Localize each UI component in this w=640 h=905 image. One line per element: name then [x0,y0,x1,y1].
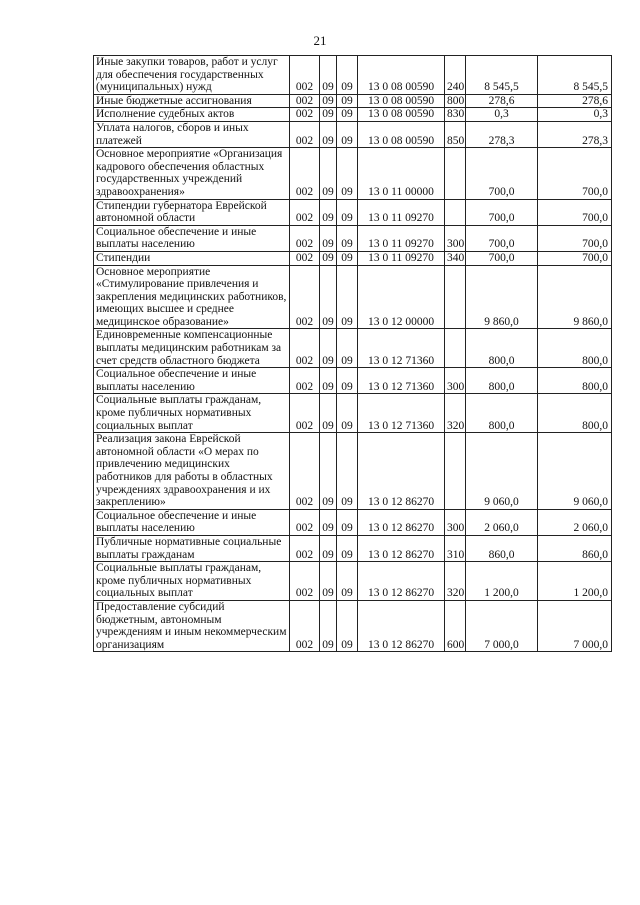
grbs-code: 002 [290,56,320,95]
expense-type-code: 300 [445,225,466,251]
row-name: Исполнение судебных актов [94,108,290,122]
row-name: Социальное обеспечение и иные выплаты населению [94,368,290,394]
amount-1: 800,0 [466,368,538,394]
grbs-code: 002 [290,433,320,510]
grbs-code: 002 [290,394,320,433]
table-row [94,108,612,122]
row-name: Единовременные компенсационные выплаты медицинским работникам за счет средств областного бюджета [94,329,290,368]
table-row [94,433,612,510]
grbs-code: 002 [290,600,320,651]
table-row [94,94,612,108]
target-article-code: 13 0 12 71360 [358,368,445,394]
target-article-code: 13 0 12 86270 [358,562,445,601]
expense-type-code [445,148,466,199]
table-row [94,251,612,265]
subsection-code: 09 [337,509,358,535]
expense-type-code: 300 [445,509,466,535]
target-article-code: 13 0 11 09270 [358,225,445,251]
subsection-code: 09 [337,94,358,108]
amount-2: 700,0 [538,148,612,199]
subsection-code: 09 [337,600,358,651]
expense-type-code [445,199,466,225]
grbs-code: 002 [290,148,320,199]
expense-type-code: 320 [445,394,466,433]
row-name: Социальные выплаты гражданам, кроме публичных нормативных социальных выплат [94,394,290,433]
subsection-code: 09 [337,265,358,329]
table-row [94,148,612,199]
section-code: 09 [320,394,337,433]
row-name: Социальное обеспечение и иные выплаты населению [94,225,290,251]
target-article-code: 13 0 11 09270 [358,251,445,265]
grbs-code: 002 [290,108,320,122]
table-row [94,535,612,561]
expense-type-code: 600 [445,600,466,651]
amount-2: 7 000,0 [538,600,612,651]
target-article-code: 13 0 12 71360 [358,394,445,433]
subsection-code: 09 [337,368,358,394]
row-name: Основное мероприятие «Стимулирование привлечения и закрепления медицинских работников, имеющих высшее и среднее медицинское образование» [94,265,290,329]
amount-1: 278,3 [466,121,538,147]
section-code: 09 [320,251,337,265]
expense-type-code [445,433,466,510]
table-row [94,199,612,225]
target-article-code: 13 0 08 00590 [358,94,445,108]
grbs-code: 002 [290,199,320,225]
grbs-code: 002 [290,121,320,147]
table-row [94,56,612,95]
row-name: Иные закупки товаров, работ и услуг для обеспечения государственных (муниципальных) нужд [94,56,290,95]
amount-2: 278,6 [538,94,612,108]
amount-2: 700,0 [538,251,612,265]
amount-1: 278,6 [466,94,538,108]
budget-table [93,55,612,652]
row-name: Реализация закона Еврейской автономной области «О мерах по привлечению медицинских работников для работы в областных учреждениях здравоохранения и их закреплению» [94,433,290,510]
table-row [94,121,612,147]
row-name: Основное мероприятие «Организация кадрового обеспечения областных государственных учреждений здравоохранения» [94,148,290,199]
grbs-code: 002 [290,251,320,265]
section-code: 09 [320,121,337,147]
expense-type-code: 240 [445,56,466,95]
amount-1: 2 060,0 [466,509,538,535]
section-code: 09 [320,368,337,394]
grbs-code: 002 [290,94,320,108]
table-row [94,265,612,329]
amount-2: 9 060,0 [538,433,612,510]
table-row [94,509,612,535]
target-article-code: 13 0 12 86270 [358,509,445,535]
table-row [94,225,612,251]
amount-1: 1 200,0 [466,562,538,601]
target-article-code: 13 0 11 00000 [358,148,445,199]
section-code: 09 [320,600,337,651]
target-article-code: 13 0 12 86270 [358,600,445,651]
amount-2: 9 860,0 [538,265,612,329]
section-code: 09 [320,329,337,368]
subsection-code: 09 [337,56,358,95]
row-name: Социальное обеспечение и иные выплаты населению [94,509,290,535]
expense-type-code: 340 [445,251,466,265]
grbs-code: 002 [290,509,320,535]
amount-1: 700,0 [466,251,538,265]
subsection-code: 09 [337,433,358,510]
expense-type-code [445,329,466,368]
section-code: 09 [320,433,337,510]
grbs-code: 002 [290,265,320,329]
subsection-code: 09 [337,121,358,147]
expense-type-code: 320 [445,562,466,601]
target-article-code: 13 0 12 00000 [358,265,445,329]
row-name: Стипендии губернатора Еврейской автономной области [94,199,290,225]
expense-type-code: 830 [445,108,466,122]
subsection-code: 09 [337,535,358,561]
subsection-code: 09 [337,199,358,225]
table-row [94,368,612,394]
target-article-code: 13 0 12 86270 [358,433,445,510]
section-code: 09 [320,199,337,225]
grbs-code: 002 [290,225,320,251]
amount-2: 278,3 [538,121,612,147]
table-row [94,394,612,433]
subsection-code: 09 [337,225,358,251]
expense-type-code: 300 [445,368,466,394]
amount-1: 9 060,0 [466,433,538,510]
section-code: 09 [320,108,337,122]
section-code: 09 [320,225,337,251]
amount-1: 700,0 [466,225,538,251]
amount-2: 700,0 [538,225,612,251]
table-row [94,600,612,651]
subsection-code: 09 [337,251,358,265]
amount-2: 800,0 [538,329,612,368]
subsection-code: 09 [337,394,358,433]
table-row [94,562,612,601]
amount-2: 2 060,0 [538,509,612,535]
section-code: 09 [320,265,337,329]
subsection-code: 09 [337,562,358,601]
amount-1: 9 860,0 [466,265,538,329]
table-row [94,329,612,368]
grbs-code: 002 [290,368,320,394]
amount-2: 800,0 [538,368,612,394]
amount-2: 800,0 [538,394,612,433]
section-code: 09 [320,148,337,199]
amount-1: 860,0 [466,535,538,561]
expense-type-code: 800 [445,94,466,108]
section-code: 09 [320,56,337,95]
expense-type-code [445,265,466,329]
row-name: Социальные выплаты гражданам, кроме публичных нормативных социальных выплат [94,562,290,601]
row-name: Предоставление субсидий бюджетным, автономным учреждениям и иным некоммерческим организациям [94,600,290,651]
amount-1: 7 000,0 [466,600,538,651]
row-name: Уплата налогов, сборов и иных платежей [94,121,290,147]
amount-1: 8 545,5 [466,56,538,95]
grbs-code: 002 [290,535,320,561]
section-code: 09 [320,509,337,535]
target-article-code: 13 0 12 86270 [358,535,445,561]
amount-1: 700,0 [466,199,538,225]
amount-2: 8 545,5 [538,56,612,95]
target-article-code: 13 0 12 71360 [358,329,445,368]
row-name: Публичные нормативные социальные выплаты гражданам [94,535,290,561]
budget-table-body [94,56,612,652]
target-article-code: 13 0 11 09270 [358,199,445,225]
amount-1: 800,0 [466,329,538,368]
grbs-code: 002 [290,562,320,601]
subsection-code: 09 [337,148,358,199]
amount-2: 1 200,0 [538,562,612,601]
amount-1: 0,3 [466,108,538,122]
row-name: Стипендии [94,251,290,265]
expense-type-code: 310 [445,535,466,561]
row-name: Иные бюджетные ассигнования [94,94,290,108]
expense-type-code: 850 [445,121,466,147]
section-code: 09 [320,535,337,561]
grbs-code: 002 [290,329,320,368]
amount-1: 800,0 [466,394,538,433]
page-number: 21 [313,33,327,48]
amount-2: 0,3 [538,108,612,122]
subsection-code: 09 [337,108,358,122]
amount-1: 700,0 [466,148,538,199]
target-article-code: 13 0 08 00590 [358,108,445,122]
target-article-code: 13 0 08 00590 [358,121,445,147]
amount-2: 700,0 [538,199,612,225]
subsection-code: 09 [337,329,358,368]
target-article-code: 13 0 08 00590 [358,56,445,95]
section-code: 09 [320,94,337,108]
section-code: 09 [320,562,337,601]
amount-2: 860,0 [538,535,612,561]
